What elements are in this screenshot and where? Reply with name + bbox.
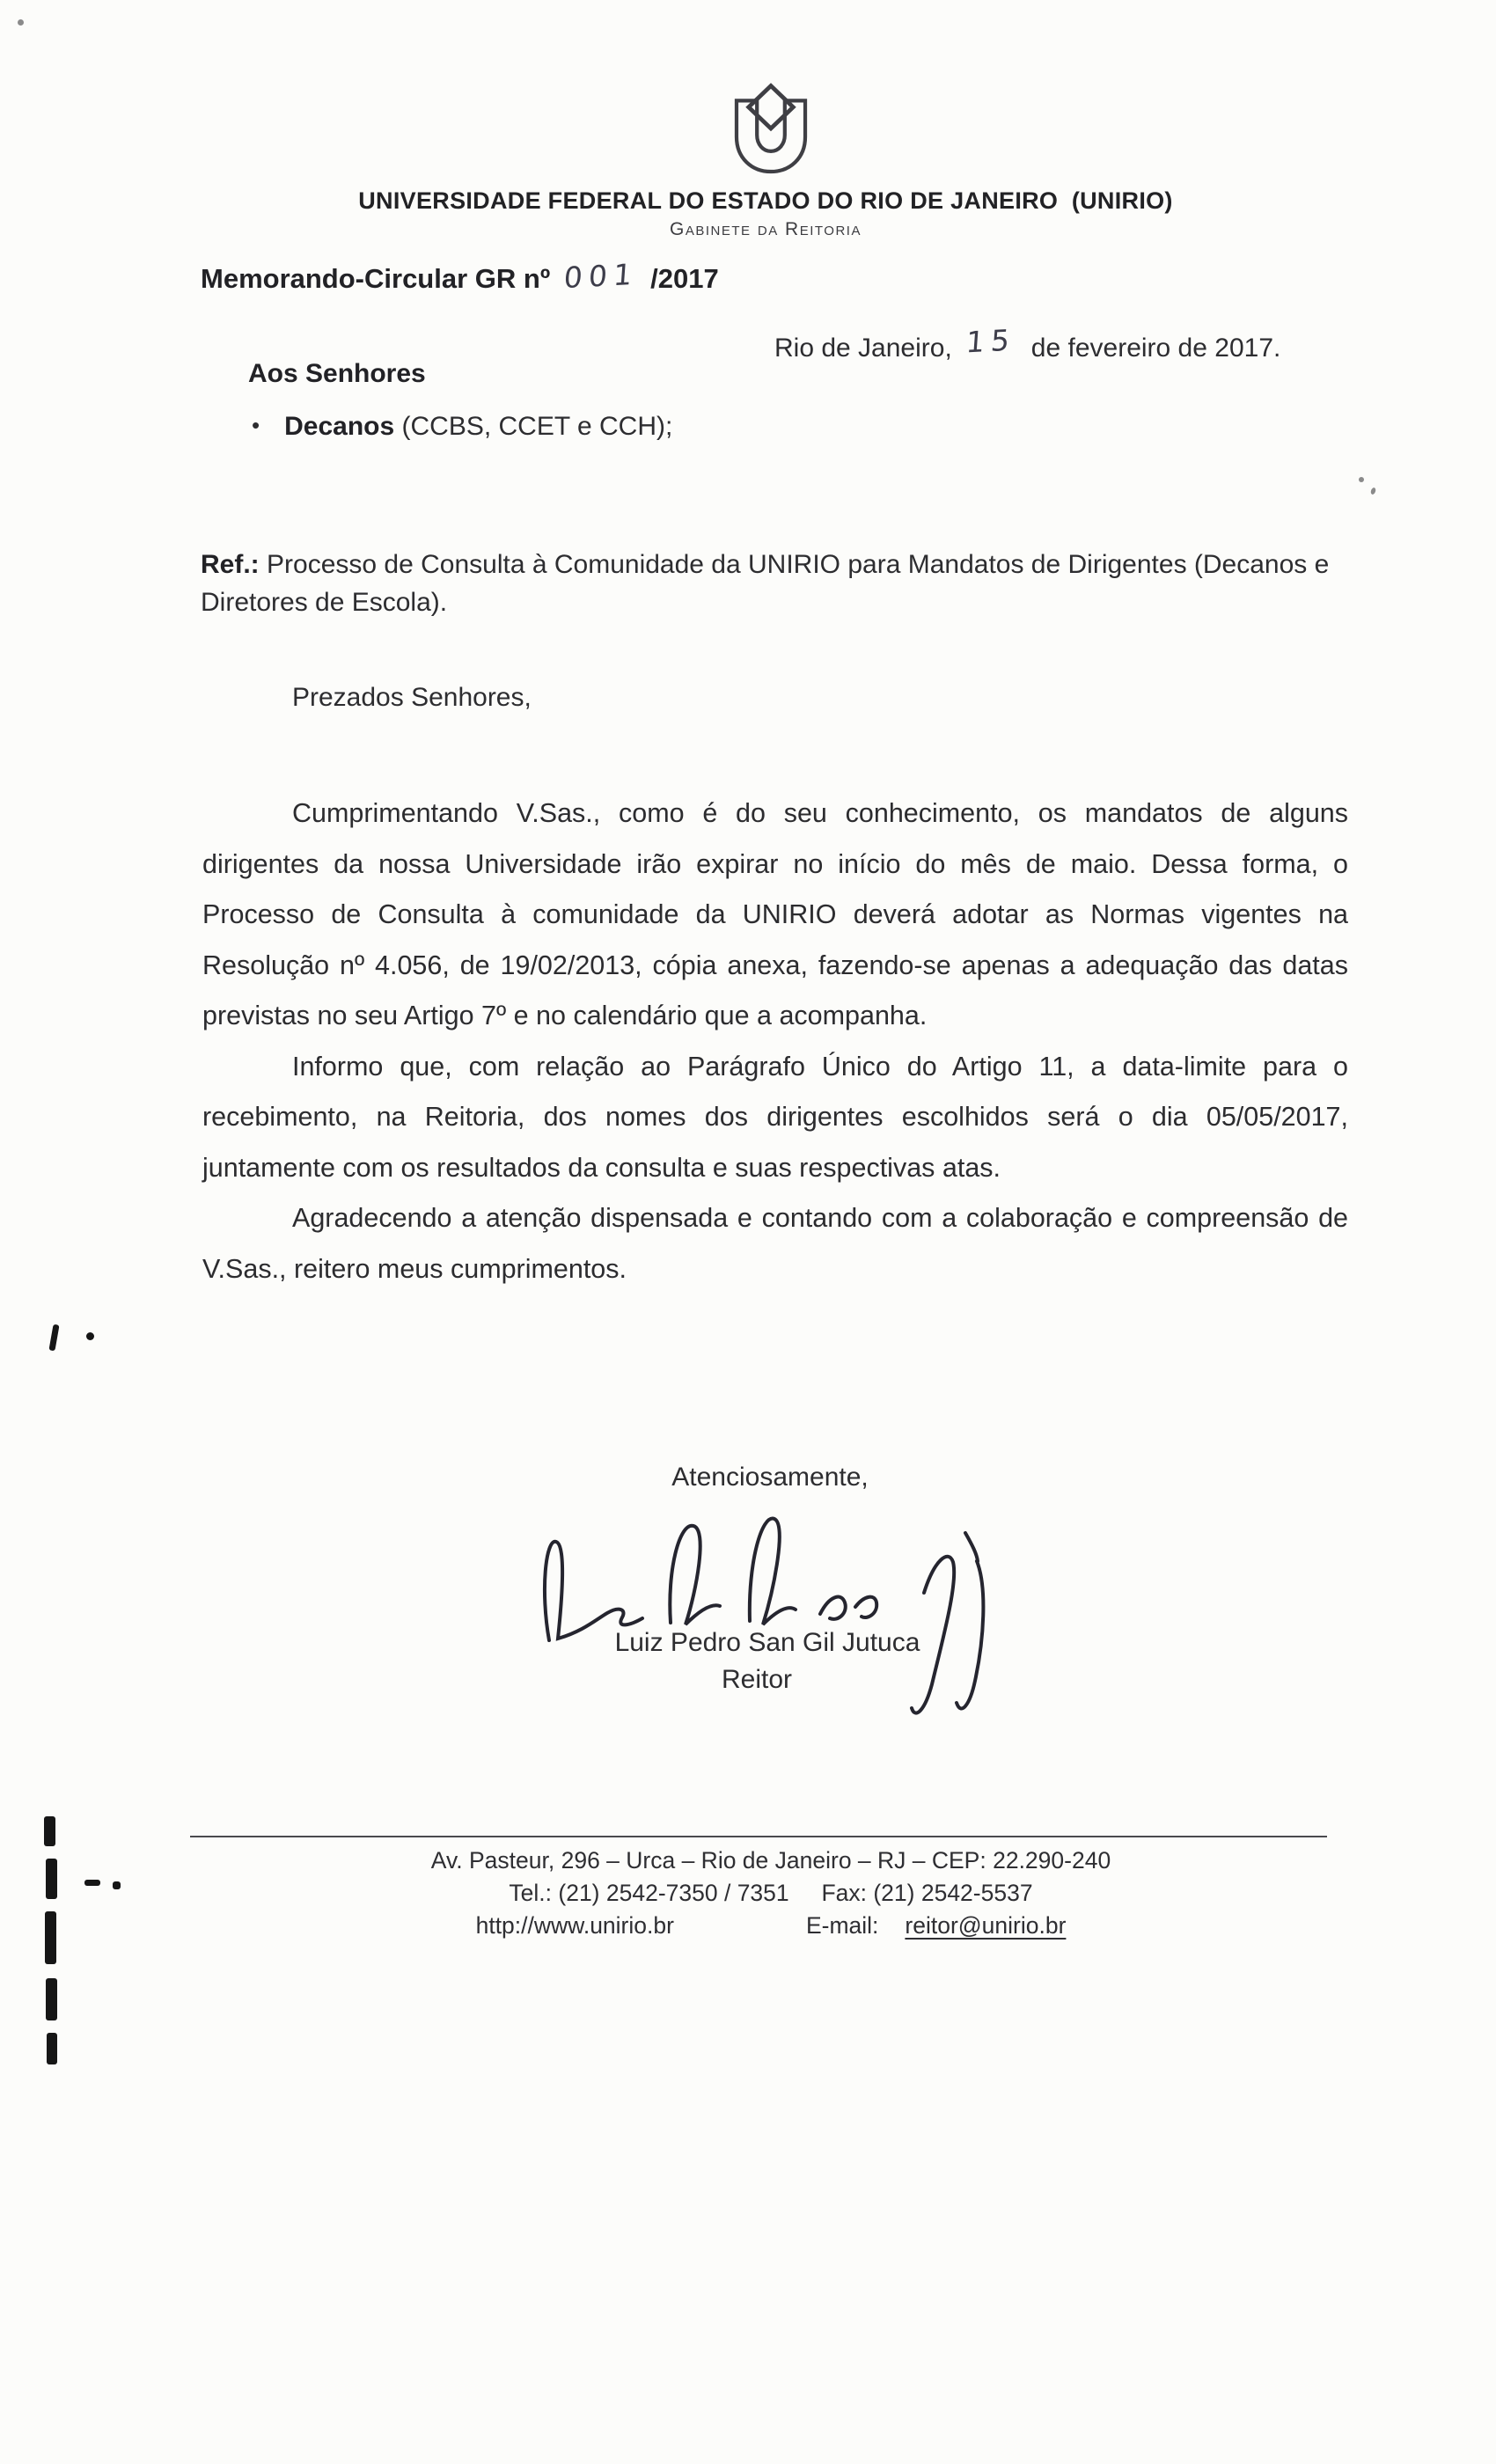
memo-number-handwritten: 001 [562, 256, 640, 296]
university-name: UNIVERSIDADE FEDERAL DO ESTADO DO RIO DE JANEIRO (UNIRIO) [358, 187, 1173, 214]
memo-label-suffix: /2017 [650, 263, 719, 294]
footer-rule [190, 1836, 1327, 1837]
recipient-name: Decanos [284, 412, 395, 441]
scan-artifact [1359, 477, 1364, 482]
scan-artifact [1370, 487, 1376, 495]
bullet-icon: • [252, 412, 260, 438]
body-paragraph: Informo que, com relação ao Parágrafo Único do Artigo 11, a data-limite para o recebimento, na Reitoria, dos nomes dos dirigentes escolhidos será o dia 05/05/2017, juntamente com os resultados da consulta e suas respectivas atas. [202, 1051, 1348, 1183]
signer-name: Luiz Pedro San Gil Jutuca [614, 1628, 920, 1657]
body-paragraph: Cumprimentando V.Sas., como é do seu conhecimento, os mandatos de alguns dirigentes da nossa Universidade irão expirar no início do mês de maio. Dessa forma, o Processo de Consulta à comunidade da UNIRIO deverá adotar as Normas vigentes na Resolução nº 4.056, de 19/02/2013, cópia anexa, fazendo-se apenas a adequação das datas previstas no seu Artigo 7º e no calendário que a acompanha. [202, 798, 1348, 1030]
office-name: Gabinete da Reitoria [670, 219, 862, 239]
scan-artifact [86, 1332, 94, 1340]
ref-text: Processo de Consulta à Comunidade da UNIRIO para Mandatos de Dirigentes (Decanos e Diretores de Escola). [201, 550, 1330, 617]
signer-title: Reitor [721, 1665, 793, 1694]
scan-artifact [18, 19, 24, 26]
footer-email: reitor@unirio.br [905, 1912, 1067, 1939]
scan-artifact [44, 1816, 55, 1846]
date-line [774, 322, 1281, 363]
footer-phones: Tel.: (21) 2542-7350 / 7351 Fax: (21) 2542-5537 [509, 1880, 1033, 1906]
memo-body [202, 788, 1348, 1294]
recipient-detail: (CCBS, CCET e CCH); [394, 412, 673, 441]
footer-website: http://www.unirio.br [475, 1912, 674, 1939]
footer [0, 1844, 1496, 1942]
salutation: Prezados Senhores, [292, 683, 532, 712]
scan-artifact [48, 1324, 59, 1352]
unirio-logo-icon [720, 81, 822, 176]
footer-contacts [0, 1910, 1496, 1942]
recipients-heading: Aos Senhores [248, 359, 426, 388]
ref-block [201, 546, 1358, 621]
date-day-handwritten: 15 [964, 322, 1017, 360]
scan-artifact [84, 1880, 100, 1886]
scan-artifact [47, 2033, 57, 2064]
scan-artifact [45, 1911, 56, 1964]
date-city: Rio de Janeiro, [774, 334, 952, 363]
recipient-item [252, 412, 672, 442]
scan-artifact [46, 1859, 57, 1899]
footer-address: Av. Pasteur, 296 – Urca – Rio de Janeiro – RJ – CEP: 22.290-240 [430, 1847, 1111, 1874]
memo-label-prefix: Memorando-Circular GR nº [201, 263, 551, 294]
footer-email-label: E-mail: [805, 1912, 879, 1939]
scan-artifact [46, 1978, 57, 2020]
ref-label: Ref.: [201, 550, 260, 579]
scan-artifact [113, 1881, 121, 1889]
date-rest: de fevereiro de 2017. [1030, 334, 1281, 363]
body-paragraph: Agradecendo a atenção dispensada e contando com a colaboração e compreensão de V.Sas., reitero meus cumprimentos. [202, 1203, 1348, 1284]
memo-number-line [201, 256, 719, 296]
closing: Atenciosamente, [671, 1463, 869, 1492]
signature-image [537, 1507, 1118, 1734]
